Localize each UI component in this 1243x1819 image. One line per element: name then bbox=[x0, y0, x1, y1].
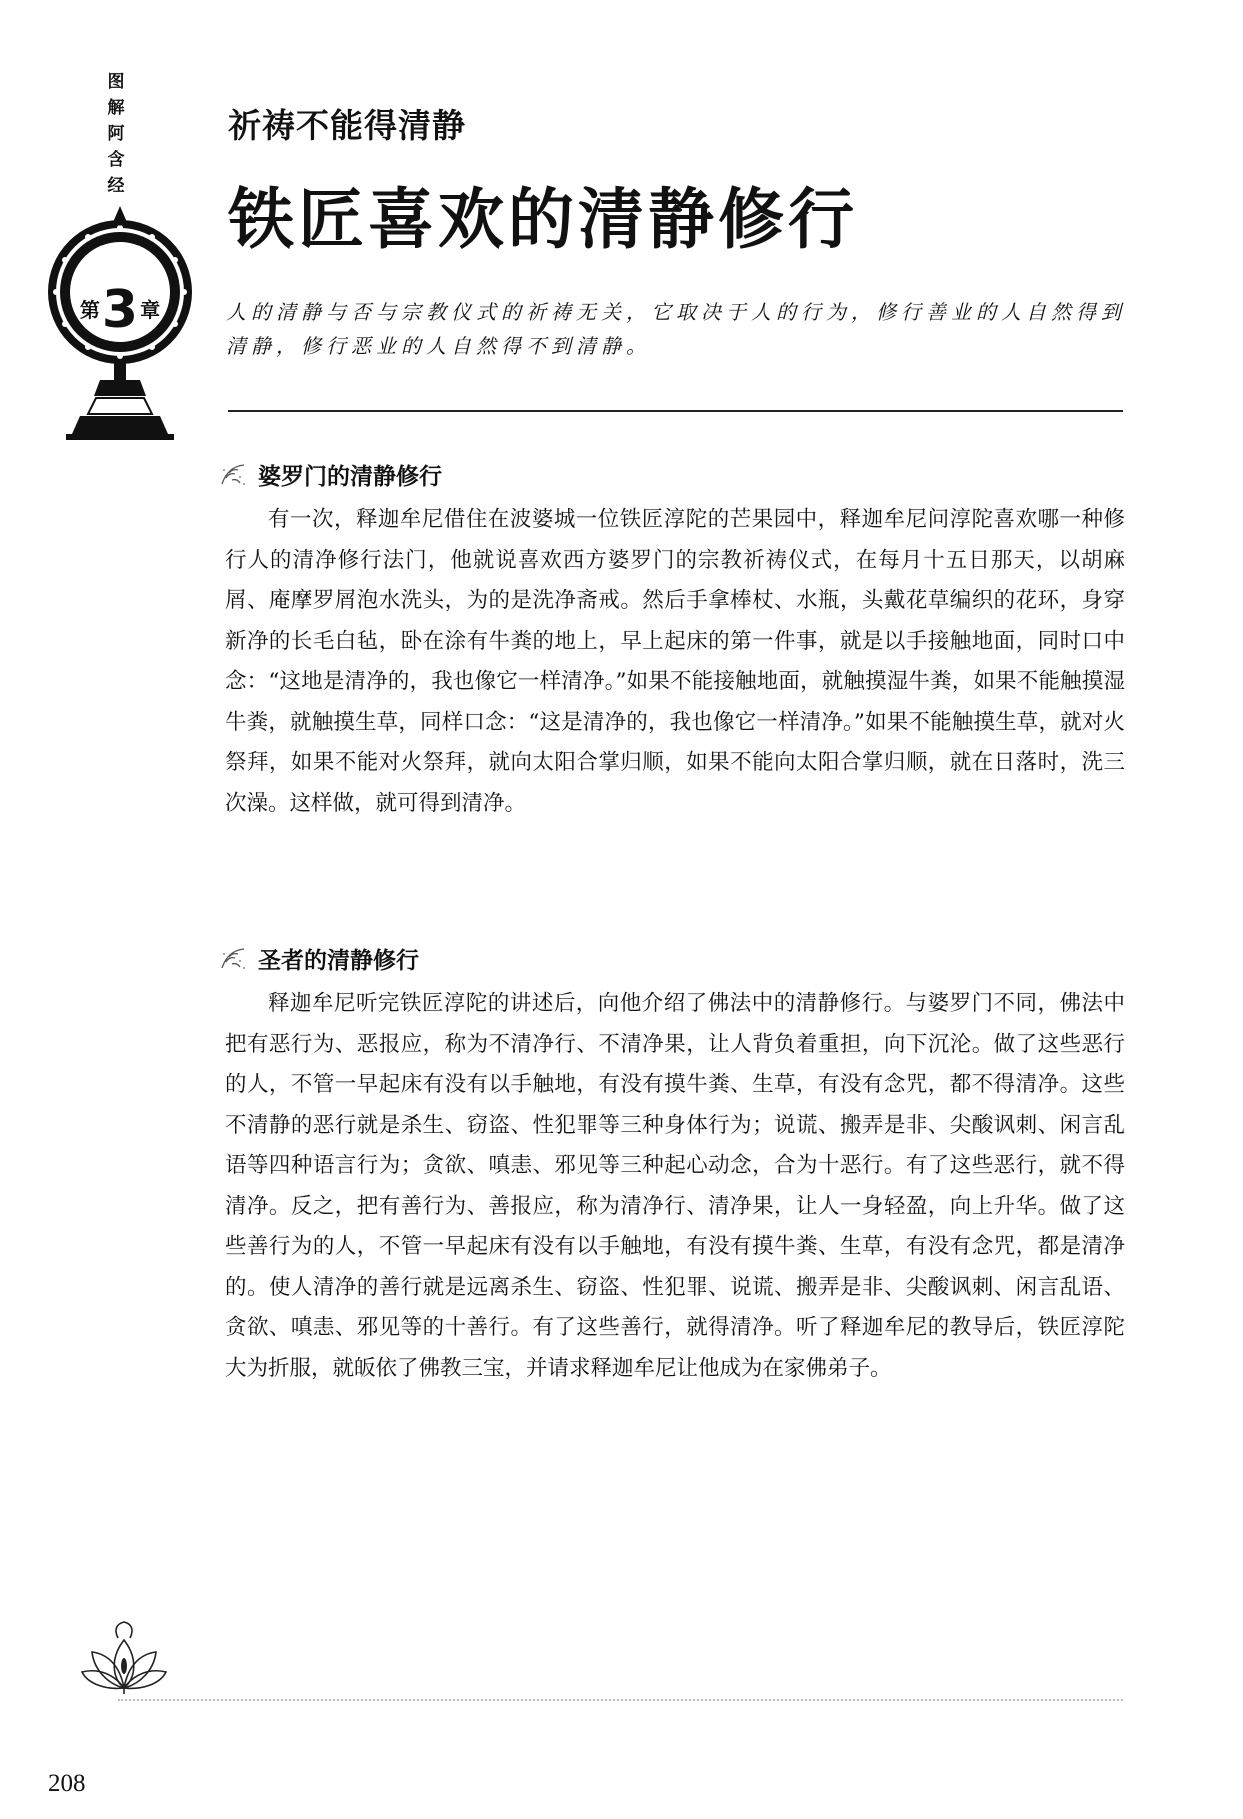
book-title-char: 解 bbox=[107, 98, 125, 118]
chapter-prefix: 第 bbox=[79, 298, 100, 322]
section-divider bbox=[228, 410, 1123, 412]
chapter-number: 3 bbox=[101, 280, 139, 340]
book-title-char: 阿 bbox=[107, 124, 125, 144]
section-heading-label: 婆罗门的清静修行 bbox=[258, 464, 442, 490]
page-number: 208 bbox=[48, 1770, 86, 1797]
page-title: 铁匠喜欢的清静修行 bbox=[228, 181, 858, 258]
ornate-chapter-medallion-icon bbox=[40, 200, 200, 445]
chapter-suffix: 章 bbox=[140, 298, 161, 322]
page-subtitle: 祈祷不能得清静 bbox=[228, 106, 466, 145]
book-title-vertical bbox=[98, 72, 134, 196]
footer-divider bbox=[118, 1699, 1123, 1701]
section-heading-label: 圣者的清静修行 bbox=[258, 948, 419, 974]
leaf-bullet-icon bbox=[218, 946, 248, 972]
leaf-bullet-icon bbox=[218, 462, 248, 488]
section-body: 释迦牟尼听完铁匠淳陀的讲述后，向他介绍了佛法中的清静修行。与婆罗门不同，佛法中把有恶行为、恶报应，称为不清净行、不清净果，让人背负着重担，向下沉沦。做了这些恶行的人，不管一早起床有没有以手触地，有没有摸牛粪、生草，有没有念咒，都不得清净。这些不清静的恶行就是杀生、窃盗、性犯罪等三种身体行为；说谎、搬弄是非、尖酸讽刺、闲言乱语等四种语言行为；贪欲、嗔恚、邪见等三种起心动念，合为十恶行。有了这些恶行，就不得清净。反之，把有善行为、善报应，称为清净行、清净果，让人一身轻盈，向上升华。做了这些善行为的人，不管一早起床有没有以手触地，有没有摸牛粪、生草，有没有念咒，都是清净的。使人清净的善行就是远离杀生、窃盗、性犯罪、说谎、搬弄是非、尖酸讽刺、闲言乱语、贪欲、嗔恚、邪见等的十善行。有了这些善行，就得清净。听了释迦牟尼的教导后，铁匠淳陀大为折服，就皈依了佛教三宝，并请求释迦牟尼让他成为在家佛弟子。 bbox=[225, 991, 1125, 1381]
book-title-char: 图 bbox=[107, 72, 125, 92]
lotus-flower-icon bbox=[78, 1618, 170, 1696]
section-heading bbox=[218, 458, 442, 491]
book-title-char: 经 bbox=[107, 176, 125, 196]
intro-text: 人的清静与否与宗教仪式的祈祷无关，它取决于人的行为，修行善业的人自然得到清静，修行恶业的人自然得不到清静。 bbox=[226, 300, 1126, 358]
section-body: 有一次，释迦牟尼借住在波婆城一位铁匠淳陀的芒果园中，释迦牟尼问淳陀喜欢哪一种修行人的清净修行法门，他就说喜欢西方婆罗门的宗教祈祷仪式，在每月十五日那天，以胡麻屑、庵摩罗屑泡水洗头，为的是洗净斋戒。然后手拿棒杖、水瓶，头戴花草编织的花环，身穿新净的长毛白毡，卧在涂有牛粪的地上，早上起床的第一件事，就是以手接触地面，同时口中念：“这地是清净的，我也像它一样清净。”如果不能接触地面，就触摸湿牛粪，如果不能触摸湿牛粪，就触摸生草，同样口念：“这是清净的，我也像它一样清净。”如果不能触摸生草，就对火祭拜，如果不能对火祭拜，就向太阳合掌归顺，如果不能向太阳合掌归顺，就在日落时，洗三次澡。这样做，就可得到清净。 bbox=[225, 507, 1125, 816]
section-heading bbox=[218, 942, 419, 975]
book-title-char: 含 bbox=[107, 150, 125, 170]
